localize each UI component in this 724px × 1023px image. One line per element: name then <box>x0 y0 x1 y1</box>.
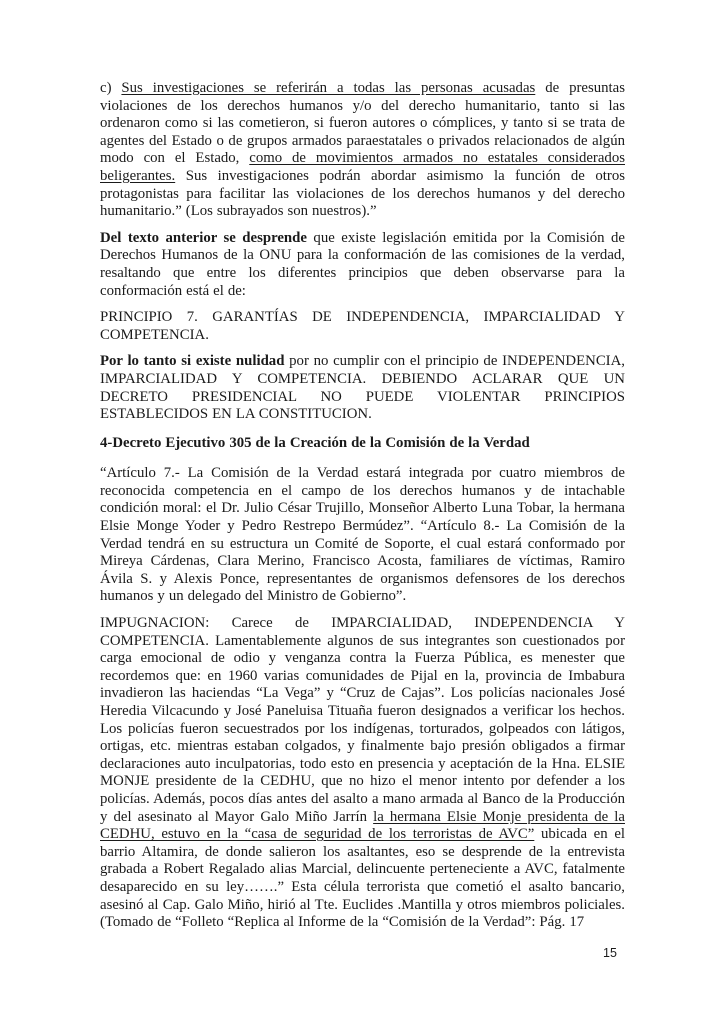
text-run: como de movimientos armados no estatales considerados beligerantes. <box>100 150 625 184</box>
text-run: c) <box>100 80 122 96</box>
paragraph-por-lo-tanto <box>100 353 625 423</box>
text-run: IMPUGNACION: Carece de IMPARCIALIDAD, INDEPENDENCIA Y COMPETENCIA. Lamentablemente algunos de sus integrantes son cuestionados por carga emocional de odio y venganza contra la Fuerza Pública, es menester que recordemos que: en 1960 varias comunidades de Pijal en la, provincia de Imbabura invadieron las haciendas “La Vega” y “Cruz de Cajas”. Los policías nacionales José Heredia Vilcacundo y José Paneluisa Tituaña fueron designados a verificar los hechos. Los policías fueron secuestrados por los indígenas, torturados, golpeados con látigos, ortigas, etc. mientras estaban colgados, y finalmente bajo presión obligados a firmar declaraciones auto inculpatorias, todo esto en presencia y aceptación de la Hna. ELSIE MONJE presidente de la CEDHU, que no hizo el menor intento por defender a los policías. Además, pocos días antes del asalto a mano armada al Banco de la Producción y del asesinato al Mayor Galo Miño Jarrín <box>100 615 625 825</box>
section-heading-decreto-305 <box>100 435 625 453</box>
text-run: de presuntas violaciones de los derechos humanos y/o del derecho humanitario, tanto si las ordenaron como si las cometieron, si fueron autores o cómplices, y tanto si se trata de agentes del Estado o de grupos armados paraestatales o privados relacionados de algún modo con el Estado, <box>100 80 625 167</box>
text-run: ubicada en el barrio Altamira, de donde salieron los asaltantes, eso se desprende de la entrevista grabada a Robert Regalado alias Marcial, delincuente perteneciente a AVC, fatalmente desaparecido en su ley…….” Esta célula terrorista que cometió el asalto bancario, asesinó al Cap. Galo Miño, hirió al Tte. Euclides .Mantilla y otros miembros policiales. (Tomado de “Folleto “Replica al Informe de la “Comisión de la Verdad”: Pág. 17 <box>100 826 626 931</box>
text-run: la hermana Elsie Monje presidenta de la CEDHU, estuvo en la “casa de seguridad de los terroristas de AVC” <box>100 808 625 843</box>
text-run: Por lo tanto si existe nulidad <box>100 353 285 370</box>
paragraph-impugnacion <box>100 615 625 932</box>
paragraph-del-texto-anterior <box>100 230 625 300</box>
text-run: Sus investigaciones podrán abordar asimismo la función de otros protagonistas para facilitar las violaciones de los derechos humanos y del derecho humanitario.” (Los subrayados son nuestros).” <box>100 167 625 220</box>
paragraph-articulo-7-8 <box>100 465 625 606</box>
paragraph-principio-7 <box>100 309 625 344</box>
paragraph-clause-c <box>100 80 625 221</box>
text-run: 4-Decreto Ejecutivo 305 de la Creación de la Comisión de la Verdad <box>100 434 530 451</box>
document-body <box>100 80 625 941</box>
text-run: PRINCIPIO 7. GARANTÍAS DE INDEPENDENCIA, IMPARCIALIDAD Y COMPETENCIA. <box>100 309 625 343</box>
text-run: “Artículo 7.- La Comisión de la Verdad estará integrada por cuatro miembros de reconocida competencia en el campo de los derechos humanos y de intachable condición moral: el Dr. Julio César Trujillo, Monseñor Alberto Luna Tobar, la hermana Elsie Monge Yoder y Pedro Restrepo Bermúdez”. “Artículo 8.- La Comisión de la Verdad tendrá en su estructura un Comité de Soporte, el cual estará conformado por Mireya Cárdenas, Clara Merino, Francisco Acosta, familiares de víctimas, Ramiro Ávila S. y Alexis Ponce, representantes de organismos defensores de los derechos humanos y un delegado del Ministro de Gobierno”. <box>100 465 625 605</box>
text-run: Sus investigaciones se referirán a todas las personas acusadas <box>121 80 536 96</box>
text-run: Del texto anterior se desprende <box>100 229 307 246</box>
page-number: 15 <box>603 946 617 960</box>
text-run: que existe legislación emitida por la Comisión de Derechos Humanos de la ONU para la conformación de las comisiones de la verdad, resaltando que entre los diferentes principios que deben observarse para la conformación está el de: <box>100 229 625 299</box>
text-run: por no cumplir con el principio de INDEPENDENCIA, IMPARCIALIDAD Y COMPETENCIA. DEBIENDO ACLARAR QUE UN DECRETO PRESIDENCIAL NO PUEDE VIOLENTAR PRINCIPIOS ESTABLECIDOS EN LA CONSTITUCION. <box>100 353 625 423</box>
